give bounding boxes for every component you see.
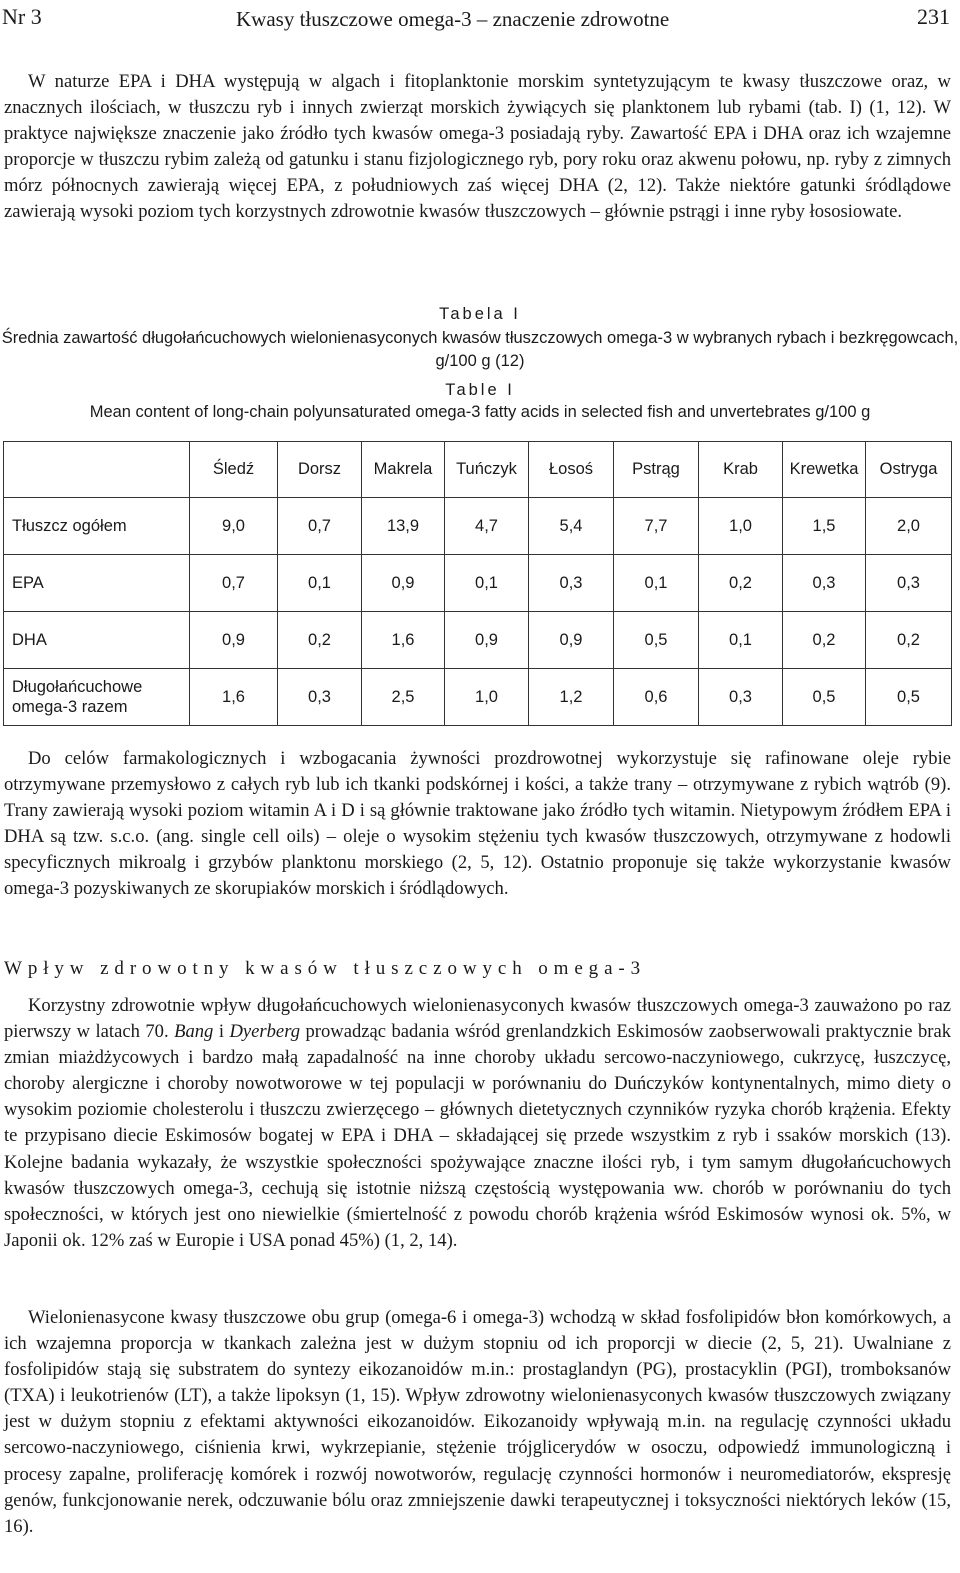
table-cell: 1,6 — [190, 669, 278, 726]
column-header: Śledź — [190, 442, 278, 498]
table-cell: 0,1 — [278, 555, 362, 612]
table-caption-en: Mean content of long-chain polyunsaturated omega-3 fatty acids in selected fish and unvertebrates g/100 g — [89, 403, 871, 421]
row-label: EPA — [4, 555, 190, 612]
table-corner-cell — [4, 442, 190, 498]
paragraph-3 — [4, 993, 951, 1254]
issue-number: Nr 3 — [2, 4, 42, 29]
author-name: Bang — [174, 1021, 214, 1043]
column-header: Krewetka — [783, 442, 866, 498]
table-cell: 9,0 — [190, 498, 278, 555]
table-cell: 4,7 — [445, 498, 529, 555]
page-number: 231 — [917, 4, 950, 29]
table-cell: 0,5 — [614, 612, 699, 669]
table-cell: 0,3 — [529, 555, 614, 612]
table-cell: 1,6 — [362, 612, 445, 669]
paragraph-1: W naturze EPA i DHA występują w algach i fitoplanktonie morskim syntetyzującym te kwasy tłuszczowe oraz, w znacznych ilościach, w tłuszczu ryb i innych zwierząt morskich żywiących się planktonem lub rybami (tab. I) (1, 12). W praktyce największe znaczenie jako źródło tych kwasów omega-3 posiadają ryby. Zawartość EPA i DHA oraz ich wzajemne proporcje w tłuszczu rybim zależą od gatunku i stanu fizjologicznego ryb, pory roku oraz akwenu połowu, np. ryby z zimnych mórz północnych zawierają więcej EPA, z południowych zaś więcej DHA (2, 12). Także niektóre gatunki śródlądowe zawierają wysoki poziom tych korzystnych zdrowotnie kwasów tłuszczowych – głównie pstrągi i inne ryby łososiowate. — [4, 71, 951, 223]
column-header: Makrela — [362, 442, 445, 498]
omega3-content-table — [3, 441, 952, 726]
table-label-pl: Tabela I — [439, 305, 521, 323]
table-caption-pl: Średnia zawartość długołańcuchowych wielonienasyconych kwasów tłuszczowych omega-3 w wybranych rybach i bezkręgowcach, g/100 g (12) — [1, 329, 959, 370]
row-label: DHA — [4, 612, 190, 669]
paragraph-2: Do celów farmakologicznych i wzbogacania żywności prozdrowotnej wykorzystuje się rafinowane oleje rybie otrzymywane przemysłowo z całych ryb lub ich tkanki podskórnej i kości, a także trany – otrzymywane z rybich wątrób (9). Trany zawierają wysoki poziom witamin A i D i są głównie traktowane jako źródło tych witamin. Nietypowym źródłem EPA i DHA są tzw. s.c.o. (ang. single cell oils) – oleje o wysokim stężeniu tych kwasów tłuszczowych, otrzymywane z hodowli specyficznych mikroalg i grzybów planktonu morskiego (2, 5, 12). Ostatnio proponuje się także wykorzystanie kwasów omega-3 pozyskiwanych ze skorupiaków morskich i śródlądowych. — [4, 748, 951, 900]
table-cell: 2,5 — [362, 669, 445, 726]
table-cell: 0,7 — [278, 498, 362, 555]
paragraph-3-text: prowadząc badania wśród grenlandzkich Eskimosów zaobserwowali praktycznie brak zmian miażdżycowych i bardzo małą zapadalność na inne choroby układu sercowo-naczyniowego, cukrzycę, łuszczycę, choroby alergiczne i choroby nowotworowe w tej populacji w porównaniu do Duńczyków kontynentalnych, mimo diety o wysokim poziomie cholesterolu i tłuszczu zwierzęcego – głównych dietetycznych czynników ryzyka chorób krążenia. Efekty te przypisano diecie Eskimosów bogatej w EPA i DHA – składającej się przede wszystkim z ryb i ssaków morskich (13). Kolejne badania wykazały, że wszystkie społeczności spożywające znaczne ilości ryb, i tym samym długołańcuchowych kwasów tłuszczowych omega-3, cechują się istotnie niższą częstością występowania ww. chorób w porównaniu do tych społeczności, w których jest ono niewielkie (śmiertelność z powodu chorób krążenia wśród Eskimosów wynosi ok. 5%, w Japonii ok. 12% zaś w Europie i USA ponad 45%) (1, 2, 14). — [4, 1021, 951, 1251]
paragraph-3-text: i — [213, 1021, 230, 1043]
column-header: Pstrąg — [614, 442, 699, 498]
table-cell: 1,0 — [699, 498, 783, 555]
table-row — [4, 669, 952, 726]
table-cell: 0,2 — [866, 612, 952, 669]
table-cell: 5,4 — [529, 498, 614, 555]
table-cell: 2,0 — [866, 498, 952, 555]
table-cell: 0,9 — [529, 612, 614, 669]
table-row — [4, 555, 952, 612]
table-cell: 1,0 — [445, 669, 529, 726]
table-cell: 0,9 — [190, 612, 278, 669]
table-cell: 0,5 — [783, 669, 866, 726]
table-cell: 13,9 — [362, 498, 445, 555]
table-cell: 1,2 — [529, 669, 614, 726]
table-cell: 0,3 — [783, 555, 866, 612]
running-header — [0, 2, 960, 36]
table-cell: 0,6 — [614, 669, 699, 726]
table-cell: 0,2 — [278, 612, 362, 669]
paragraph-4: Wielonienasycone kwasy tłuszczowe obu grup (omega-6 i omega-3) wchodzą w skład fosfolipidów błon komórkowych, a ich wzajemna proporcja w tkankach zależna jest w dużym stopniu od ich proporcji w diecie (2, 5, 21). Uwalniane z fosfolipidów stają się substratem do syntezy eikozanoidów m.in.: prostaglandyn (PG), prostacyklin (PGI), tromboksanów (TXA) i leukotrienów (LT), a także lipoksyn (1, 15). Wpływ zdrowotny wielonienasyconych kwasów tłuszczowych związany jest w dużym stopniu z efektami aktywności eikozanoidów. Eikozanoidy wpływają m.in. na regulację czynności układu sercowo-naczyniowego, ciśnienia krwi, wykrzepianie, stężenie trójglicerydów w osoczu, odpowiedź immunologiczną i procesy zapalne, proliferację komórek i rozwój nowotworów, regulację czynności hormonów i neuromediatorów, ekspresję genów, funkcjonowanie nerek, odczuwanie bólu oraz zmniejszenie dawki terapeutycznej i toksyczności niektórych leków (15, 16). — [4, 1307, 951, 1537]
table-label-en: Table I — [445, 381, 515, 399]
table-row — [4, 498, 952, 555]
table-cell: 0,2 — [783, 612, 866, 669]
table-cell: 0,1 — [614, 555, 699, 612]
table-header-row — [4, 442, 952, 498]
running-title: Kwasy tłuszczowe omega-3 – znaczenie zdrowotne — [236, 7, 670, 31]
column-header: Ostryga — [866, 442, 952, 498]
column-header: Łosoś — [529, 442, 614, 498]
row-label: Tłuszcz ogółem — [4, 498, 190, 555]
table-row — [4, 612, 952, 669]
section-heading: Wpływ zdrowotny kwasów tłuszczowych omega-3 — [4, 958, 647, 979]
table-cell: 0,3 — [278, 669, 362, 726]
paragraph-3-text: Korzystny zdrowotnie wpływ długołańcuchowych wielonienasyconych kwasów tłuszczowych omega-3 zauważono po raz pierwszy w latach 70. — [4, 995, 951, 1043]
column-header: Krab — [699, 442, 783, 498]
table-cell: 0,1 — [699, 612, 783, 669]
table-cell: 0,9 — [445, 612, 529, 669]
table-cell: 0,3 — [699, 669, 783, 726]
table-cell: 0,3 — [866, 555, 952, 612]
column-header: Tuńczyk — [445, 442, 529, 498]
table-cell: 0,2 — [699, 555, 783, 612]
table-cell: 0,9 — [362, 555, 445, 612]
row-label: Długołańcuchowe omega-3 razem — [4, 669, 190, 726]
table-cell: 7,7 — [614, 498, 699, 555]
table-cell: 0,1 — [445, 555, 529, 612]
table-cell: 1,5 — [783, 498, 866, 555]
author-name: Dyerberg — [229, 1021, 301, 1043]
table-cell: 0,7 — [190, 555, 278, 612]
column-header: Dorsz — [278, 442, 362, 498]
table-cell: 0,5 — [866, 669, 952, 726]
